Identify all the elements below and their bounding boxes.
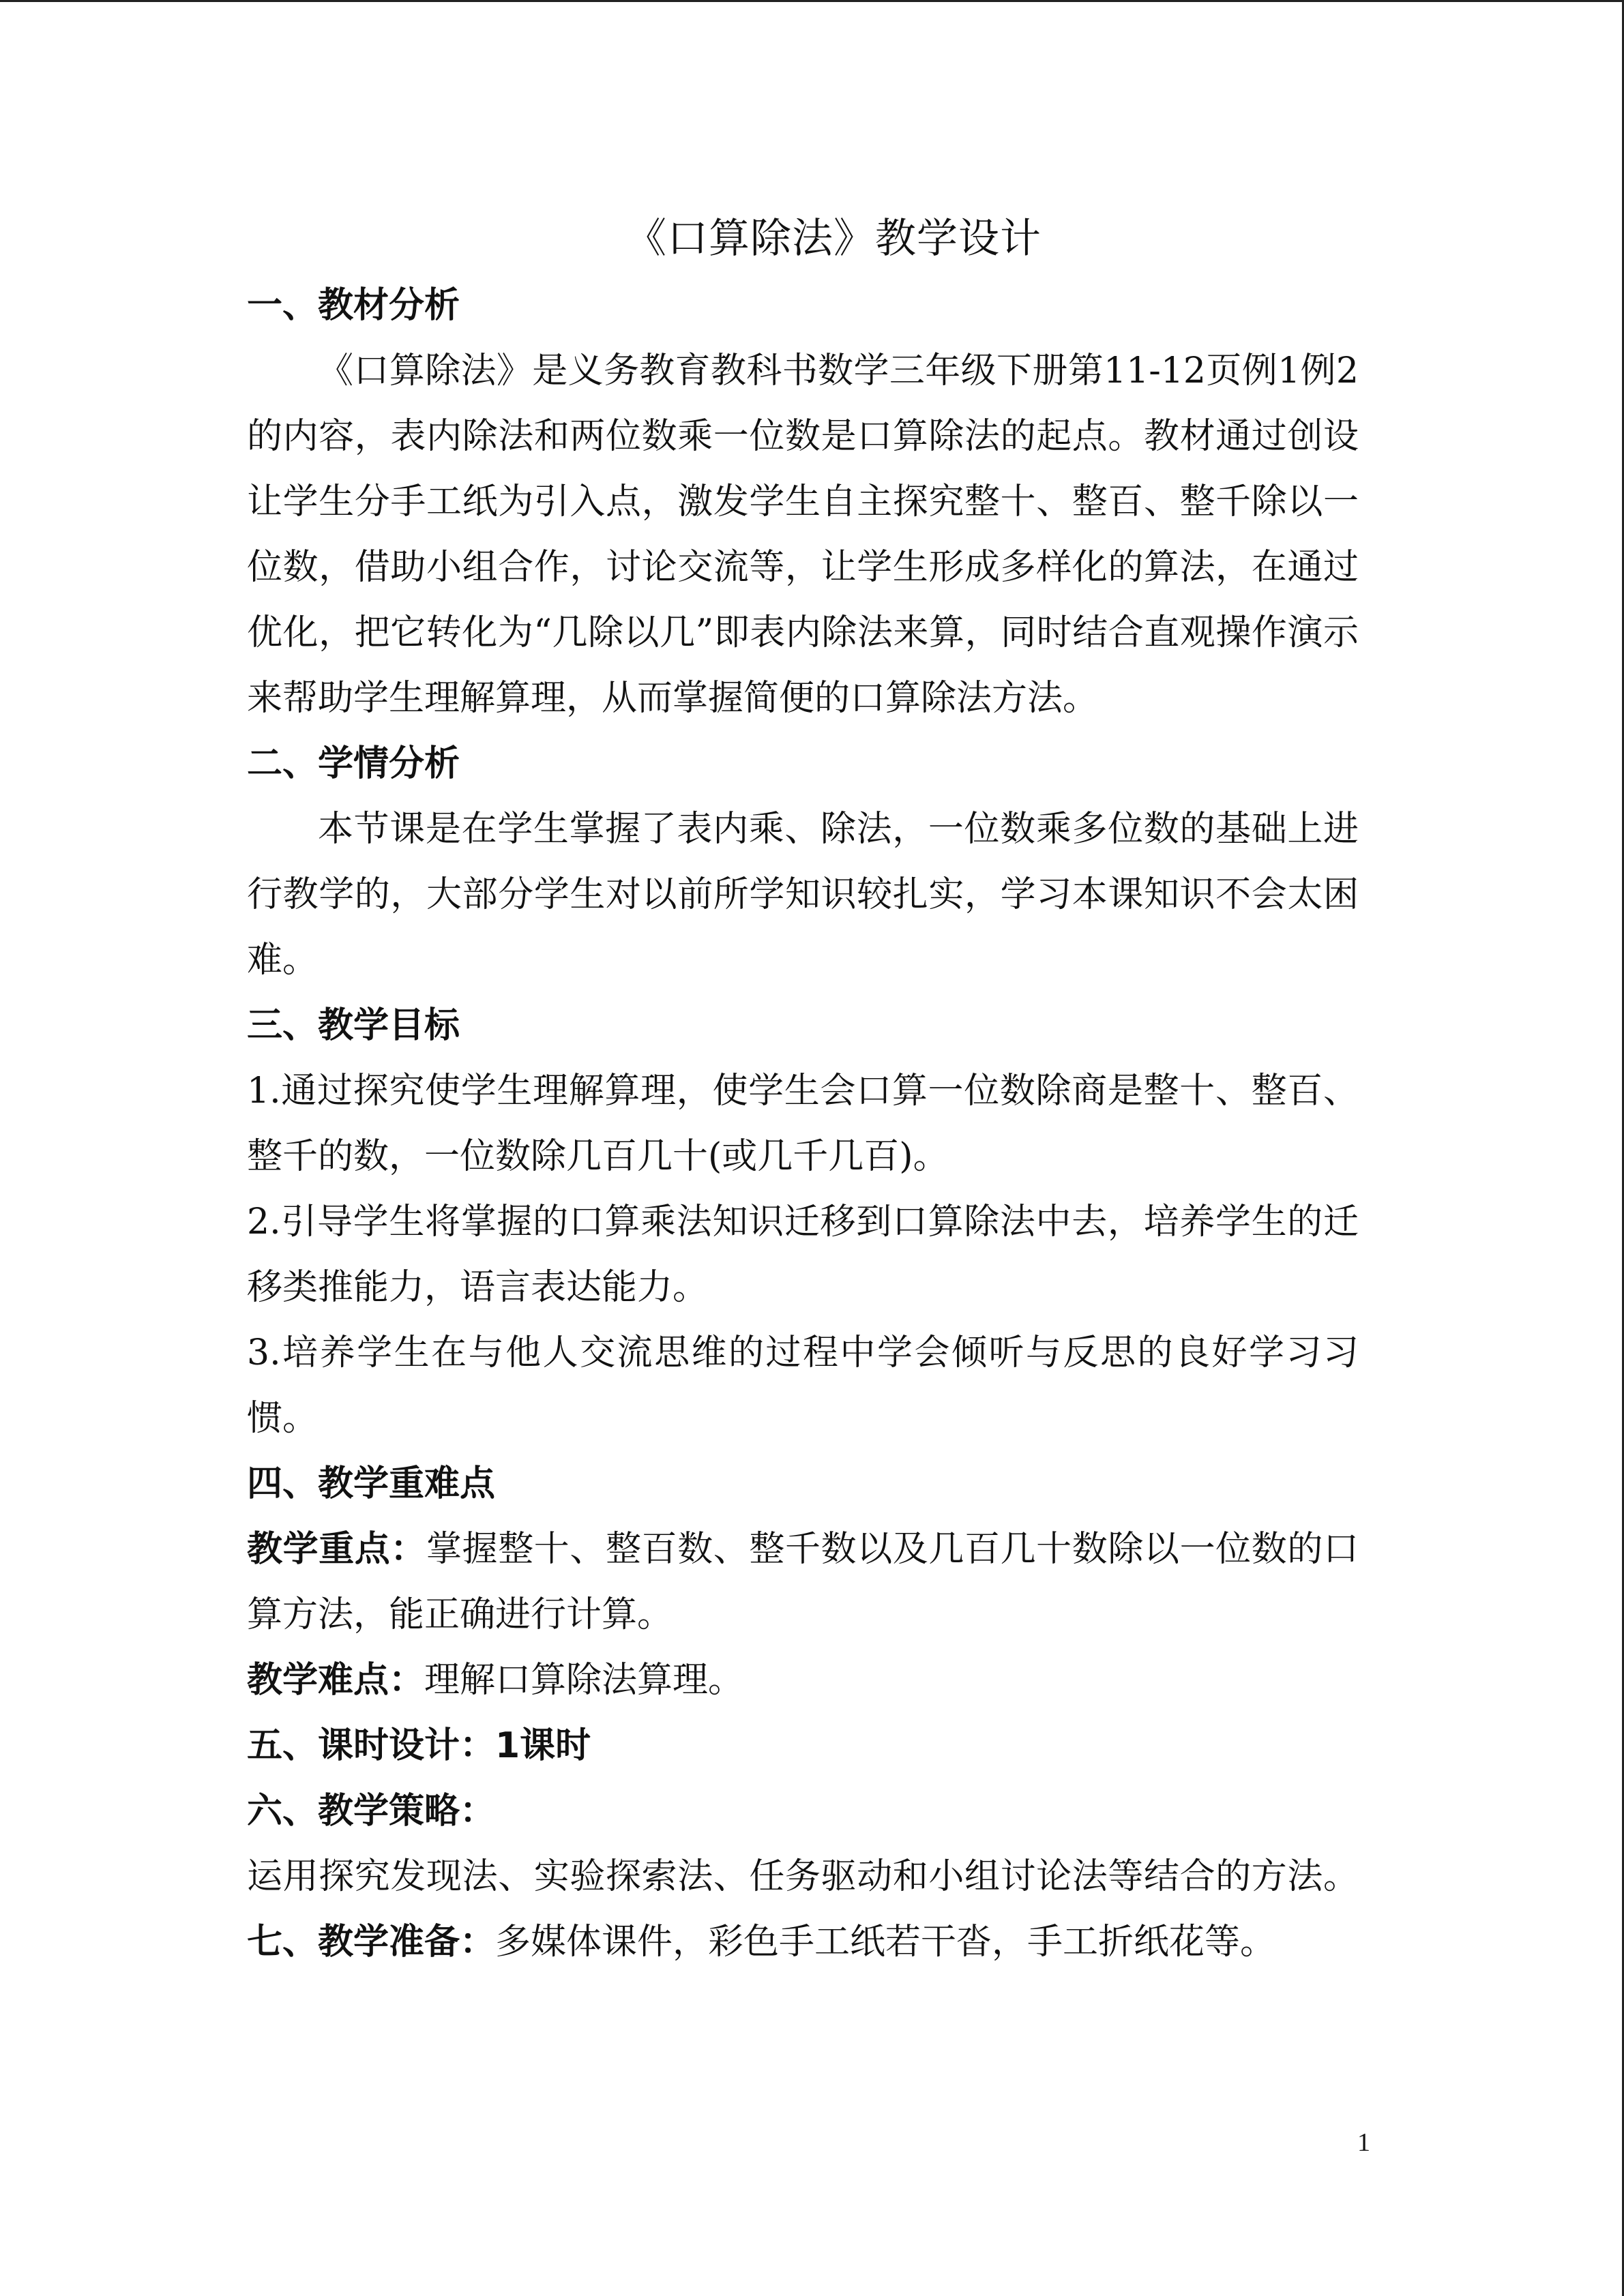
difficulty-text: 理解口算除法算理。 <box>424 1660 744 1701</box>
section-heading-teaching-goals: 三、教学目标 <box>247 1005 460 1046</box>
key-point-paragraph <box>247 1517 1359 1648</box>
key-point-text: 掌握整十、整百数、整千数以及几百几十数除以一位数的口算方法，能正确进行计算。 <box>247 1529 1359 1635</box>
section-heading-lesson-design: 五、课时设计：1课时 <box>247 1725 591 1766</box>
goal-item-3: 3.培养学生在与他人交流思维的过程中学会倾听与反思的良好学习习惯。 <box>247 1332 1359 1439</box>
section-heading-textbook-analysis: 一、教材分析 <box>247 285 460 326</box>
goal-item-2: 2.引导学生将掌握的口算乘法知识迁移到口算除法中去，培养学生的迁移类推能力，语言表达能力。 <box>247 1202 1359 1308</box>
section-heading-student-analysis: 二、学情分析 <box>247 743 460 784</box>
page-number: 1 <box>1357 2128 1370 2157</box>
preparation-label: 七、教学准备： <box>247 1922 496 1963</box>
paragraph-textbook-analysis: 《口算除法》是义务教育教科书数学三年级下册第11-12页例1例2的内容，表内除法和两位数乘一位数是口算除法的起点。教材通过创设让学生分手工纸为引入点，激发学生自主探究整十、整百、整千除以一位数，借助小组合作，讨论交流等，让学生形成多样化的算法，在通过优化，把它转化为“几除以几”即表内除法来算，同时结合直观操作演示来帮助学生理解算理，从而掌握简便的口算除法方法。 <box>247 351 1359 719</box>
page-border-top <box>0 0 1624 2</box>
difficulty-paragraph <box>247 1648 1359 1713</box>
paragraph-student-analysis: 本节课是在学生掌握了表内乘、除法，一位数乘多位数的基础上进行教学的，大部分学生对以前所学知识较扎实，学习本课知识不会太困难。 <box>247 809 1359 981</box>
preparation-text: 多媒体课件，彩色手工纸若干沓，手工折纸花等。 <box>495 1922 1276 1963</box>
section-heading-key-points: 四、教学重难点 <box>247 1463 496 1504</box>
key-point-label: 教学重点： <box>247 1529 426 1570</box>
section-heading-teaching-strategy: 六、教学策略： <box>247 1791 496 1832</box>
difficulty-label: 教学难点： <box>247 1660 425 1701</box>
strategy-text: 运用探究发现法、实验探索法、任务驱动和小组讨论法等结合的方法。 <box>247 1856 1359 1897</box>
goal-item-1: 1.通过探究使学生理解算理，使学生会口算一位数除商是整十、整百、整千的数，一位数除几百几十(或几千几百)。 <box>247 1071 1359 1177</box>
document-body <box>247 205 1359 1975</box>
page-title: 《口算除法》教学设计 <box>625 215 1042 263</box>
strategy-paragraph <box>247 1844 1359 1975</box>
